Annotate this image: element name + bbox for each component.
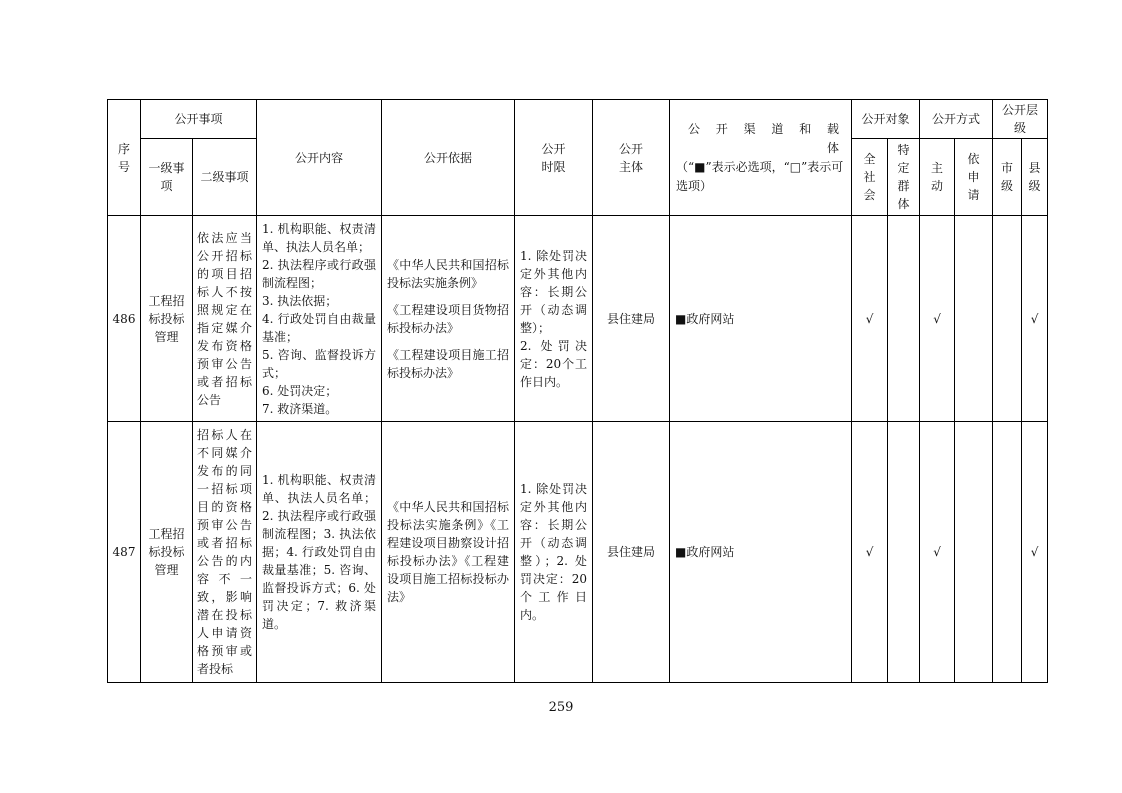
row-level2: 招标人在不同媒介发布的同一招标项目的资格预审公告或者招标公告的内容不一致，影响潜在投标人申请资格预审或者投标: [193, 422, 257, 683]
level2-header: 二级事项: [193, 139, 257, 216]
content-line: 2. 执法程序或行政强制流程图；: [262, 257, 377, 290]
target-specific-header: 特 定 群 体: [888, 139, 920, 216]
row-target-all: √: [852, 216, 888, 422]
row-channel: ■政府网站: [670, 422, 852, 683]
content-line: 3. 执法依据；: [262, 293, 338, 308]
content-line: 1. 机构职能、权责清单、执法人员名单；: [262, 221, 377, 254]
seq-header: 序 号: [108, 100, 141, 216]
channel-header-line2: （“■”表示必选项，“□”表示可选项）: [676, 159, 844, 193]
method-active-header: 主 动: [920, 139, 955, 216]
time-limit-header: 公开 时限: [515, 100, 593, 216]
header-row-1: [108, 100, 1048, 139]
row-level1: 工程招 标投标 管理: [141, 422, 193, 683]
table-row: [108, 216, 1048, 422]
level-city-header: 市 级: [993, 139, 1022, 216]
row-method-active: √: [920, 216, 955, 422]
row-basis: 《中华人民共和国招标投标法实施条例》《工程建设项目勘察设计招标投标办法》《工程建设项目施工招标投标办法》: [382, 422, 515, 683]
target-all-header: 全 社 会: [852, 139, 888, 216]
target-group-header: 公开对象: [852, 100, 920, 139]
row-level-county: √: [1022, 422, 1048, 683]
row-level2: 依法应当公开招标的项目招标人不按照规定在指定媒介发布资格预审公告或者招标公告: [193, 216, 257, 422]
row-level-county: √: [1022, 216, 1048, 422]
row-subject: 县住建局: [593, 216, 670, 422]
row-target-specific: [888, 216, 920, 422]
table-row: [108, 422, 1048, 683]
items-group-header: 公开事项: [141, 100, 257, 139]
basis-line: 《工程建设项目施工招标投标办法》: [387, 347, 510, 380]
row-target-all: √: [852, 422, 888, 683]
row-seq: 486: [108, 216, 141, 422]
basis-header: 公开依据: [382, 100, 515, 216]
basis-line: 《工程建设项目货物招标投标办法》: [387, 302, 510, 335]
row-basis: [382, 216, 515, 422]
row-time-limit: 1. 除处罚决定外其他内容：长期公开（动态调整）； 2. 处罚决定：20个工作日内。: [515, 216, 593, 422]
content-line: 6. 处罚决定；: [262, 383, 338, 398]
row-target-specific: [888, 422, 920, 683]
content-line: 7. 救济渠道。: [262, 401, 338, 416]
row-method-apply: [955, 216, 993, 422]
page-number: 259: [548, 700, 574, 715]
row-content: 1. 机构职能、权责清单、执法人员名单；2. 执法程序或行政强制流程图；3. 执法依据；4. 行政处罚自由裁量基准；5. 咨询、监督投诉方式；6. 处罚决定；7. 救济渠道。: [257, 422, 382, 683]
method-group-header: 公开方式: [920, 100, 993, 139]
row-subject: 县住建局: [593, 422, 670, 683]
level-county-header: 县 级: [1022, 139, 1048, 216]
row-channel: ■政府网站: [670, 216, 852, 422]
method-apply-header: 依 申 请: [955, 139, 993, 216]
row-level1: 工程招 标投标 管理: [141, 216, 193, 422]
row-level-city: [993, 216, 1022, 422]
content-line: 5. 咨询、监督投诉方式；: [262, 347, 377, 380]
row-method-active: √: [920, 422, 955, 683]
content-header: 公开内容: [257, 100, 382, 216]
row-level-city: [993, 422, 1022, 683]
row-content: [257, 216, 382, 422]
row-time-limit: 1. 除处罚决定外其他内容：长期公开（动态调整）；2. 处罚决定：20个工作日内。: [515, 422, 593, 683]
disclosure-table: [107, 99, 1048, 683]
basis-line: 《中华人民共和国招标投标法实施条例》: [387, 257, 510, 290]
level1-header: 一级事 项: [141, 139, 193, 216]
row-method-apply: [955, 422, 993, 683]
content-line: 4. 行政处罚自由裁量基准；: [262, 311, 377, 344]
channel-header: [670, 100, 852, 216]
subject-header: 公开 主体: [593, 100, 670, 216]
level-group-header: 公开层 级: [993, 100, 1048, 139]
row-seq: 487: [108, 422, 141, 683]
channel-header-line1: 公 开 渠 道 和 载 体: [687, 121, 846, 155]
